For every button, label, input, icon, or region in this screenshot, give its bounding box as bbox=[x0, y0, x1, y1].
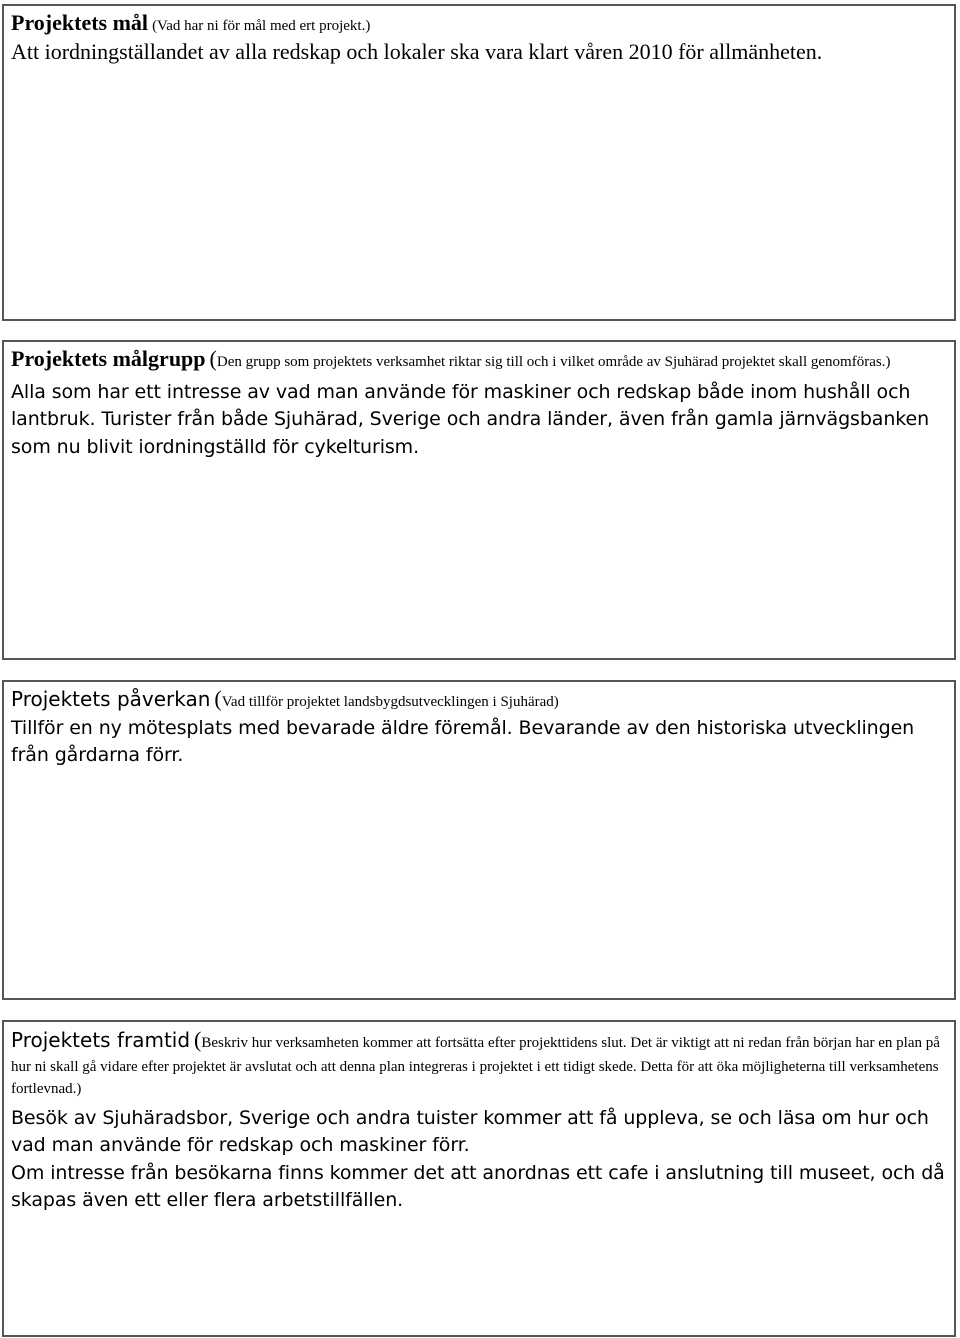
section-header bbox=[11, 1025, 947, 1101]
section-note-open: ( bbox=[194, 1027, 202, 1052]
section-body-paragraph: Om intresse från besökarna finns kommer det att anordnas ett cafe i anslutning till museet, och då skapas även ett eller flera arbetstillfällen. bbox=[11, 1161, 945, 1212]
section-projektets-malgrupp bbox=[2, 340, 956, 660]
section-body: Att iordningställandet av alla redskap och lokaler ska vara klart våren 2010 för allmänheten. bbox=[11, 38, 823, 64]
section-header bbox=[11, 9, 947, 37]
section-note: (Vad har ni för mål med ert projekt.) bbox=[152, 18, 371, 34]
section-projektets-framtid bbox=[2, 1020, 956, 1337]
section-title: Projektets framtid bbox=[11, 1028, 191, 1052]
section-note: Beskriv hur verksamheten kommer att fortsätta efter projekttidens slut. Det är viktigt att ni redan från början har en plan på hur ni skall gå vidare efter projektet är avslutat och att denna plan integreras i projektet i ett tidigt skede. Detta för att öka möjligheterna till verksamhetens fortlevnad.) bbox=[11, 1035, 940, 1098]
section-title: Projektets målgrupp bbox=[11, 346, 206, 371]
section-note: Vad tillför projektet landsbygdsutvecklingen i Sjuhärad) bbox=[221, 694, 559, 710]
section-note-open: ( bbox=[209, 346, 217, 371]
section-body: Alla som har ett intresse av vad man använde för maskiner och redskap både inom hushåll och lantbruk. Turister från både Sjuhärad, Sverige och andra länder, även från gamla järnvägsbanken som nu blivit iordningställd för cykelturism. bbox=[11, 380, 930, 458]
section-projektets-mal bbox=[2, 4, 956, 321]
section-projektets-paverkan bbox=[2, 680, 956, 1000]
section-note: Den grupp som projektets verksamhet riktar sig till och i vilket område av Sjuhärad projektet skall genomföras.) bbox=[216, 354, 891, 370]
section-header bbox=[11, 345, 947, 373]
section-title: Projektets mål bbox=[11, 10, 149, 35]
section-title: Projektets påverkan bbox=[11, 687, 211, 711]
section-note-open: ( bbox=[214, 686, 222, 711]
section-header bbox=[11, 685, 947, 713]
section-body-paragraph: Besök av Sjuhäradsbor, Sverige och andra tuister kommer att få uppleva, se och läsa om hur och vad man använde för redskap och maskiner förr. bbox=[11, 1106, 929, 1157]
section-body: Tillför en ny mötesplats med bevarade äldre föremål. Bevarande av den historiska utvecklingen från gårdarna förr. bbox=[11, 716, 915, 767]
